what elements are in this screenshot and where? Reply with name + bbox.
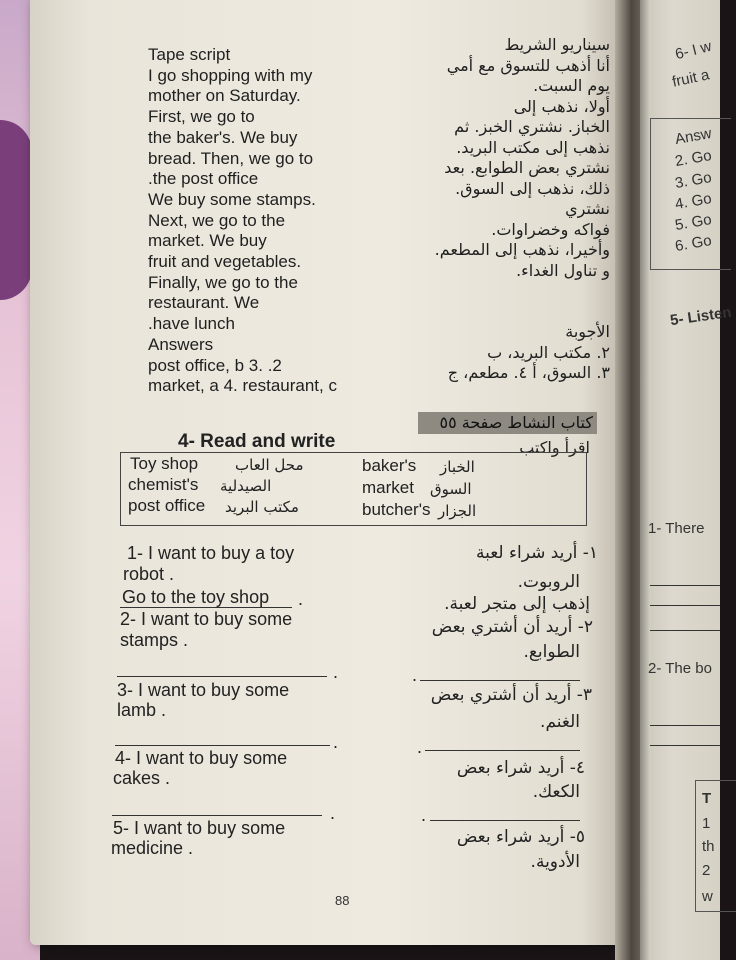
tape-script-line: restaurant. We: [148, 293, 260, 313]
tape-script-arabic-line: الأجوبة: [565, 322, 610, 341]
question-5-line-1: 5- I want to buy some: [113, 818, 286, 838]
right-page-answers-label: Answ: [673, 124, 713, 149]
question-4-line-1: 4- I want to buy some: [115, 748, 288, 768]
right-page-question: 1- There: [648, 520, 705, 537]
tape-script-line: .have lunch: [148, 314, 235, 334]
tape-script-arabic: [370, 35, 610, 384]
tape-script-arabic-line: و تناول الغداء.: [516, 260, 610, 280]
answer-line: [117, 676, 327, 677]
tape-script-arabic-line: [370, 302, 610, 323]
tape-script-line: .the post office: [148, 169, 259, 189]
question-1-arabic-line-1: ١- أريد شراء لعبة: [475, 543, 598, 563]
tape-script-line: We buy some stamps.: [148, 189, 316, 209]
question-3-line-2: lamb .: [117, 700, 167, 720]
answer-line-arabic: [430, 820, 580, 821]
question-5-arabic-line-2: الأدوية.: [530, 852, 580, 872]
tape-script-arabic-line: نشتري: [565, 199, 610, 218]
right-page-text: 6- I w: [673, 37, 714, 64]
tape-script-line: the baker's. We buy: [148, 127, 298, 147]
word-box-item: baker's: [362, 456, 417, 475]
question-4-arabic-line-2: الكعك.: [532, 782, 580, 802]
question-1-answer-dot: .: [298, 589, 304, 609]
right-page-text: T: [702, 790, 712, 807]
question-3-arabic-line-1: ٣- أريد أن أشتري بعض: [430, 685, 592, 705]
right-page-question: 2- The bo: [648, 660, 712, 677]
word-box-item: Toy shop: [130, 454, 199, 473]
tape-script-line: bread. Then, we go to: [148, 148, 314, 168]
word-box-item: chemist's: [128, 475, 199, 494]
section-heading: 4- Read and write: [178, 431, 336, 452]
answer-line-arabic: [420, 680, 580, 681]
answer-line: [120, 607, 292, 608]
tape-script-arabic-line: وأخيرا، نذهب إلى المطعم.: [434, 240, 610, 259]
tape-script-line: mother on Saturday.: [148, 86, 301, 106]
right-page-answer: 4. Go: [673, 189, 713, 214]
right-page-answer: 2. Go: [673, 146, 713, 171]
word-box-item: butcher's: [362, 500, 431, 519]
right-page-answer: 5. Go: [673, 210, 713, 235]
answer-dot: .: [417, 737, 423, 757]
tape-script-arabic-line: أولا، نذهب إلى: [513, 96, 610, 116]
tape-script-arabic-line: ٢. مكتب البريد، ب: [487, 342, 610, 362]
question-2-line-2: stamps .: [120, 630, 189, 650]
tape-script-arabic-line: نشتري بعض الطوابع. بعد: [444, 158, 610, 177]
question-4-arabic-line-1: ٤- أريد شراء بعض: [456, 758, 585, 778]
word-box-item: مكتب البريد: [225, 498, 299, 516]
right-page-text: 1: [702, 815, 711, 832]
question-3-arabic-line-2: الغنم.: [540, 712, 580, 732]
word-box-item: الصيدلية: [220, 477, 272, 495]
word-box-item: محل العاب: [235, 456, 304, 474]
answer-dot: .: [333, 732, 339, 752]
section-subheading-arabic: اقرأ واكتب: [519, 438, 590, 457]
answer-dot: .: [333, 662, 339, 682]
tape-script-english: [148, 45, 378, 397]
right-page-heading: 5- Listen: [669, 303, 733, 330]
word-box-item: الخباز: [440, 458, 475, 476]
question-1-arabic-line-2: الروبوت.: [517, 572, 580, 592]
word-box-item: الجزار: [438, 502, 477, 520]
question-2-arabic-line-2: الطوابع.: [523, 642, 580, 662]
answer-line: [115, 745, 330, 746]
answer-dot: .: [421, 805, 427, 825]
answer-line: [112, 815, 322, 816]
page-number: 88: [335, 893, 350, 908]
question-1-line-1: 1- I want to buy a toy: [127, 543, 295, 563]
question-3-line-1: 3- I want to buy some: [117, 680, 290, 700]
tape-script-line: I go shopping with my: [148, 65, 313, 85]
tape-script-arabic-line: فواكه وخضراوات.: [491, 219, 610, 239]
word-box-item: post office: [128, 496, 206, 515]
tape-script-arabic-line: نذهب إلى مكتب البريد.: [456, 137, 610, 157]
tape-script-arabic-line: يوم السبت.: [533, 76, 610, 95]
right-page-text: th: [702, 838, 715, 855]
tape-script-arabic-line: سيناريو الشريط: [504, 35, 610, 54]
question-1-arabic-answer: إذهب إلى متجر لعبة.: [444, 594, 590, 614]
tape-script-line: Next, we go to the: [148, 210, 286, 230]
activity-book-heading: كتاب النشاط صفحة ٥٥: [418, 412, 597, 434]
tape-script-arabic-line: ذلك، نذهب إلى السوق.: [455, 178, 610, 198]
answer-line: [650, 605, 720, 606]
tape-script-line: Answers: [148, 334, 214, 354]
answer-dot: .: [412, 665, 418, 685]
tape-script-arabic-line: [370, 281, 610, 302]
tape-script-line: Tape script: [148, 45, 231, 64]
cover-decoration: [0, 120, 32, 300]
answer-line: [650, 585, 720, 586]
answer-line: [650, 745, 720, 746]
tape-script-line: post office, b 3. .2: [148, 355, 282, 375]
word-box-item: السوق: [430, 480, 472, 498]
question-1-line-2: robot .: [123, 564, 175, 584]
answer-line: [650, 630, 720, 631]
tape-script-line: First, we go to: [148, 107, 255, 127]
answer-line: [650, 725, 720, 726]
question-4-line-2: cakes .: [113, 768, 171, 788]
tape-script-arabic-line: أنا أذهب للتسوق مع أمي: [446, 55, 610, 75]
right-page-text: w: [702, 888, 713, 905]
question-2-arabic-line-1: ٢- أريد أن أشتري بعض: [431, 617, 593, 637]
question-1-answer: Go to the toy shop: [122, 587, 270, 607]
question-5-arabic-line-1: ٥- أريد شراء بعض: [456, 827, 585, 847]
right-page: [640, 0, 733, 960]
right-page-text: fruit a: [670, 66, 711, 91]
tape-script-line: market, a 4. restaurant, c: [148, 376, 337, 396]
tape-script-arabic-line: الخباز. نشتري الخبز. ثم: [454, 117, 610, 136]
question-5-line-2: medicine .: [111, 838, 194, 858]
answer-line-arabic: [425, 750, 580, 751]
word-box-item: market: [362, 478, 414, 497]
tape-script-line: market. We buy: [148, 231, 267, 251]
tape-script-arabic-line: ٣. السوق، أ ٤. مطعم، ج: [447, 363, 610, 382]
right-page-text: 2: [702, 862, 711, 879]
question-2-line-1: 2- I want to buy some: [120, 609, 293, 629]
answer-dot: .: [330, 803, 336, 823]
right-page-answer: 3. Go: [673, 168, 713, 193]
tape-script-line: fruit and vegetables.: [148, 252, 302, 272]
tape-script-line: Finally, we go to the: [148, 272, 298, 292]
right-page-answer: 6. Go: [673, 231, 713, 256]
